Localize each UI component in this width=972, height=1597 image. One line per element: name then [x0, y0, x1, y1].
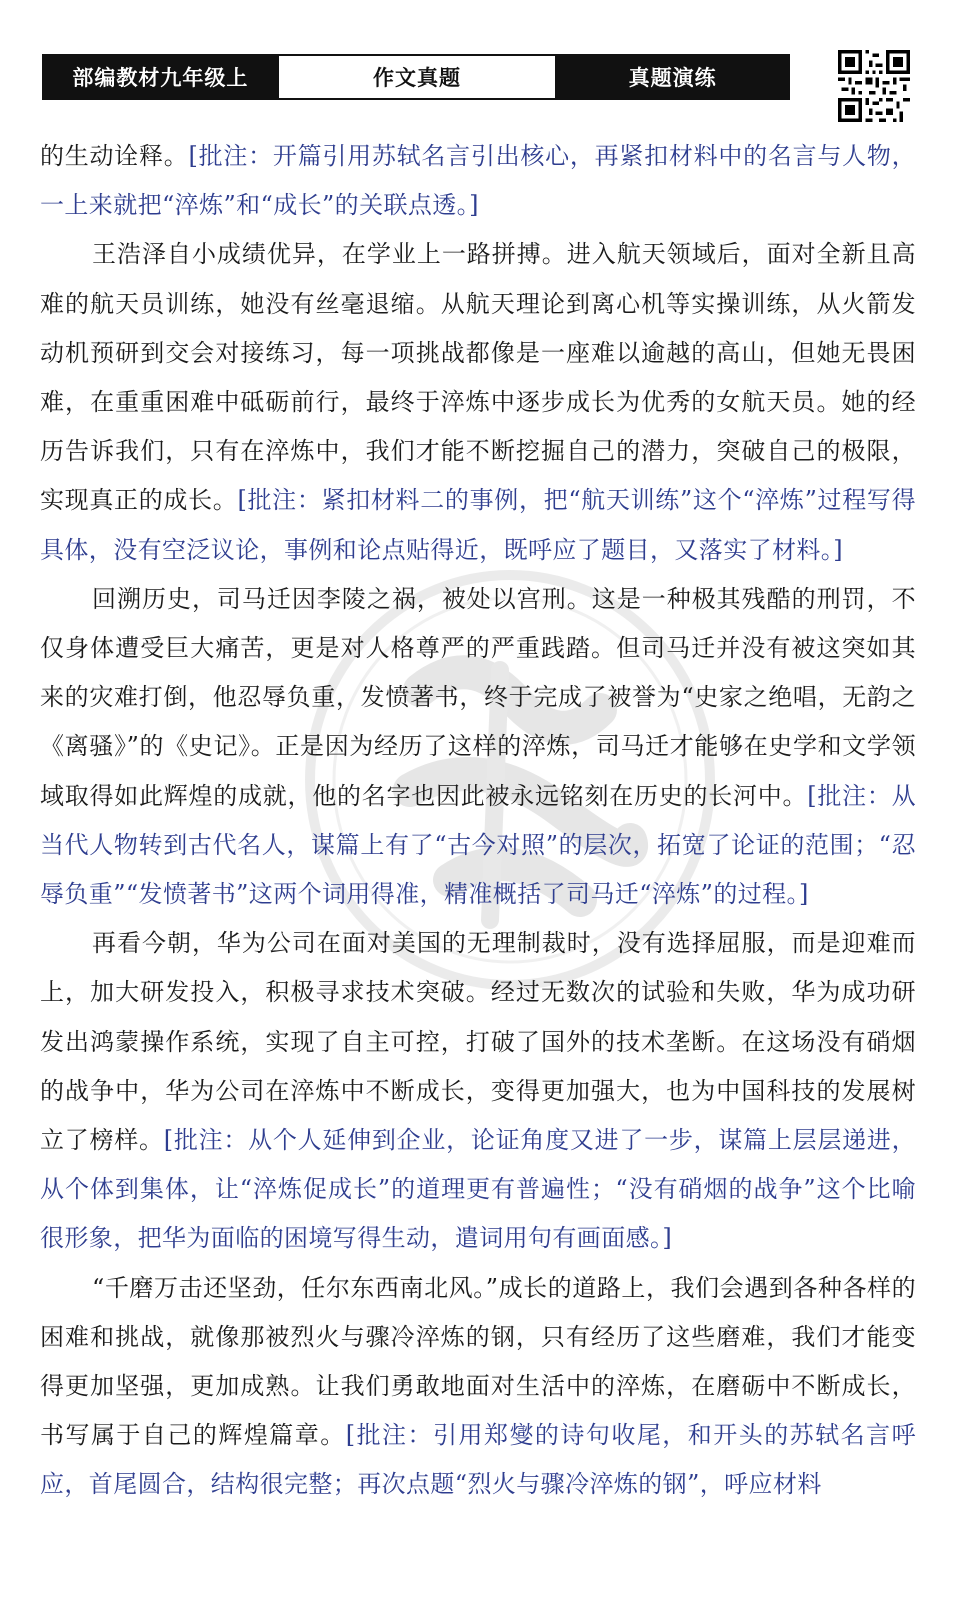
paragraph-1 — [40, 132, 916, 230]
header-section-title: 作文真题 — [277, 56, 558, 98]
essay-body — [40, 132, 916, 1510]
paragraph-2 — [40, 230, 916, 574]
annotation: [批注：紧扣材料二的事例，把“航天训练”这个“淬炼”过程写得具体，没有空泛议论，事例和论点贴得近，既呼应了题目，又落实了材料。] — [40, 486, 916, 564]
header-exercise-label: 真题演练 — [557, 56, 788, 98]
paragraph-text: 王浩泽自小成绩优异，在学业上一路拼搏。进入航天领域后，面对全新且高难的航天员训练，她没有丝毫退缩。从航天理论到离心机等实操训练，从火箭发动机预研到交会对接练习，每一项挑战都像是一座难以逾越的高山，但她无畏困难，在重重困难中砥砺前行，最终于淬炼中逐步成长为优秀的女航天员。她的经历告诉我们，只有在淬炼中，我们才能不断挖掘自己的潜力，突破自己的极限，实现真正的成长。 — [40, 240, 916, 515]
header-bar — [42, 54, 790, 100]
paragraph-text: 的生动诠释。 — [40, 142, 189, 170]
annotation: [批注：开篇引用苏轼名言引出核心，再紧扣材料中的名言与人物，一上来就把“淬炼”和“成长”的关联点透。] — [40, 142, 916, 220]
paragraph-text: 再看今朝，华为公司在面对美国的无理制裁时，没有选择屈服，而是迎难而上，加大研发投入，积极寻求技术突破。经过无数次的试验和失败，华为成功研发出鸿蒙操作系统，实现了自主可控，打破了国外的技术垄断。在这场没有硝烟的战争中，华为公司在淬炼中不断成长，变得更加强大，也为中国科技的发展树立了榜样。 — [40, 929, 916, 1155]
annotation: [批注：从个人延伸到企业，论证角度又进了一步，谋篇上层层递进，从个体到集体，让“淬炼促成长”的道理更有普遍性；“没有硝烟的战争”这个比喻很形象，把华为面临的困境写得生动，遣词用句有画面感。] — [40, 1126, 916, 1253]
paragraph-5 — [40, 1264, 916, 1510]
paragraph-4 — [40, 919, 916, 1263]
paragraph-text: “千磨万击还坚劲，任尔东西南北风。”成长的道路上，我们会遇到各种各样的困难和挑战，就像那被烈火与骤冷淬炼的钢，只有经历了这些磨难，我们才能变得更加坚强，更加成熟。让我们勇敢地面对生活中的淬炼，在磨砺中不断成长，书写属于自己的辉煌篇章。 — [40, 1273, 916, 1450]
qr-code-icon[interactable] — [838, 50, 910, 122]
annotation: [批注：从当代人物转到古代名人，谋篇上有了“古今对照”的层次，拓宽了论证的范围；“忍辱负重”“发愤著书”这两个词用得准，精准概括了司马迁“淬炼”的过程。] — [40, 781, 916, 909]
paragraph-text: 回溯历史，司马迁因李陵之祸，被处以宫刑。这是一种极其残酷的刑罚，不仅身体遭受巨大痛苦，更是对人格尊严的严重践踏。但司马迁并没有被这突如其来的灾难打倒，他忍辱负重，发愤著书，终于完成了被誉为“史家之绝唱，无韵之《离骚》”的《史记》。正是因为经历了这样的淬炼，司马迁才能够在史学和文学领域取得如此辉煌的成就，他的名字也因此被永远铭刻在历史的长河中。 — [40, 584, 916, 810]
paragraph-3 — [40, 575, 916, 919]
annotation: [批注：引用郑燮的诗句收尾，和开头的苏轼名言呼应，首尾圆合，结构很完整；再次点题“烈火与骤冷淬炼的钢”，呼应材料 — [40, 1421, 916, 1499]
header-grade-label: 部编教材九年级上 — [44, 56, 277, 98]
